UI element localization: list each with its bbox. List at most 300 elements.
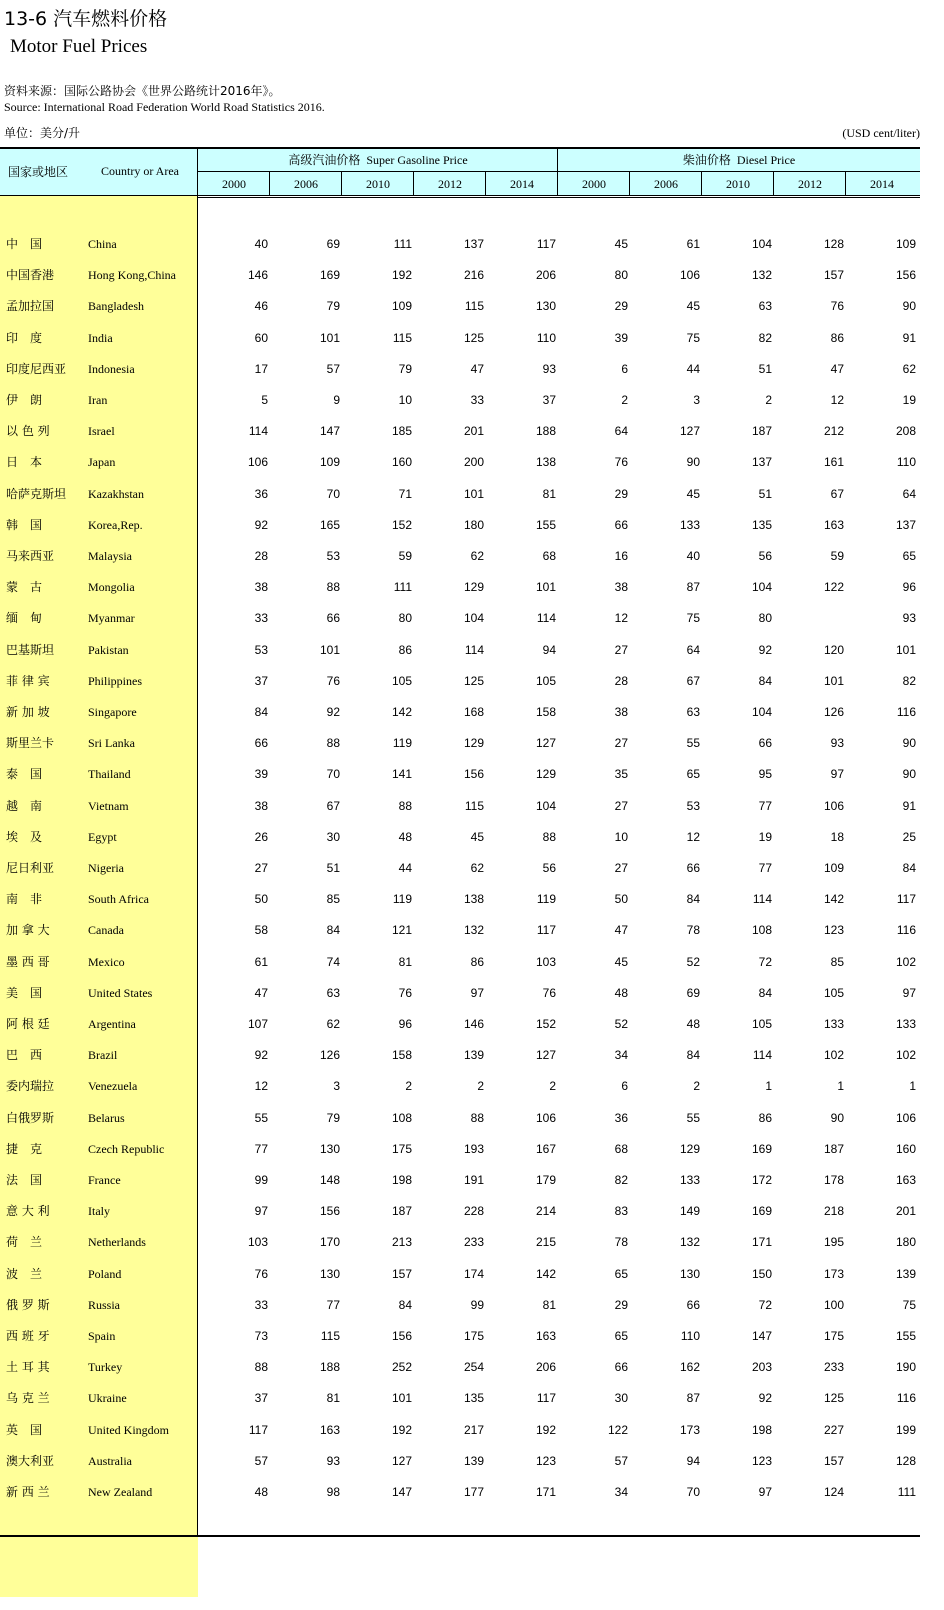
diesel-price-cell: 106 (895, 1111, 916, 1125)
diesel-price-cell: 97 (830, 767, 844, 781)
gasoline-price-cell: 88 (326, 736, 340, 750)
diesel-price-cell: 66 (614, 518, 628, 532)
gasoline-price-cell: 147 (391, 1485, 412, 1499)
diesel-price-cell: 86 (758, 1111, 772, 1125)
diesel-price-cell: 59 (830, 549, 844, 563)
diesel-price-cell: 27 (614, 643, 628, 657)
gasoline-price-cell: 2 (405, 1079, 412, 1093)
gasoline-price-cell: 146 (247, 268, 268, 282)
gasoline-price-cell: 130 (319, 1267, 340, 1281)
table-row (0, 547, 920, 578)
diesel-price-cell: 104 (751, 237, 772, 251)
diesel-price-cell: 142 (823, 892, 844, 906)
rule-header-mid (198, 171, 920, 172)
gasoline-price-cell: 88 (326, 580, 340, 594)
country-name-en: Korea,Rep. (88, 518, 143, 532)
table-row (0, 485, 920, 516)
gasoline-price-cell: 26 (254, 830, 268, 844)
diesel-price-cell: 66 (758, 736, 772, 750)
gasoline-price-cell: 105 (391, 674, 412, 688)
gasoline-price-cell: 92 (326, 705, 340, 719)
gasoline-price-cell: 62 (470, 549, 484, 563)
table-row (0, 734, 920, 765)
gasoline-price-cell: 233 (463, 1235, 484, 1249)
table-row (0, 578, 920, 609)
diesel-price-cell: 82 (614, 1173, 628, 1187)
table-row (0, 1296, 920, 1327)
gasoline-price-cell: 37 (542, 393, 556, 407)
gasoline-price-cell: 56 (542, 861, 556, 875)
gasoline-price-cell: 88 (470, 1111, 484, 1125)
gasoline-price-cell: 37 (254, 1391, 268, 1405)
country-name-cn: 马来西亚 (6, 549, 55, 563)
diesel-price-cell: 133 (823, 1017, 844, 1031)
diesel-price-cell: 45 (614, 237, 628, 251)
diesel-price-cell: 126 (823, 705, 844, 719)
gasoline-price-cell: 28 (254, 549, 268, 563)
gasoline-price-cell: 191 (463, 1173, 484, 1187)
country-name-en: Australia (88, 1454, 132, 1468)
gasoline-price-cell: 61 (254, 955, 268, 969)
country-name-en: Pakistan (88, 643, 129, 657)
gasoline-price-cell: 228 (463, 1204, 484, 1218)
diesel-price-cell: 16 (614, 549, 628, 563)
year-header-gasoline: 2006 (294, 177, 318, 191)
source-note-cn: 资料来源：国际公路协会《世界公路统计2016年》。 (4, 84, 281, 98)
diesel-price-cell: 135 (751, 518, 772, 532)
diesel-price-cell: 178 (823, 1173, 844, 1187)
gasoline-price-cell: 85 (326, 892, 340, 906)
diesel-price-cell: 92 (758, 1391, 772, 1405)
gasoline-price-cell: 177 (463, 1485, 484, 1499)
gasoline-price-cell: 33 (254, 1298, 268, 1312)
gasoline-price-cell: 27 (254, 861, 268, 875)
rule-header-bottom (0, 195, 920, 196)
gasoline-price-cell: 106 (535, 1111, 556, 1125)
gasoline-price-cell: 80 (398, 611, 412, 625)
diesel-price-cell: 12 (686, 830, 700, 844)
table-row (0, 984, 920, 1015)
gasoline-price-cell: 79 (326, 1111, 340, 1125)
gasoline-price-cell: 70 (326, 767, 340, 781)
header-diesel-en: Diesel Price (736, 153, 796, 167)
diesel-price-cell: 51 (758, 362, 772, 376)
table-row (0, 703, 920, 734)
gasoline-price-cell: 104 (535, 799, 556, 813)
diesel-price-cell: 75 (686, 611, 700, 625)
country-name-cn: 俄 罗 斯 (6, 1298, 50, 1312)
diesel-price-cell: 114 (752, 1048, 772, 1062)
gasoline-price-cell: 76 (542, 986, 556, 1000)
diesel-price-cell: 161 (823, 455, 844, 469)
gasoline-price-cell: 163 (319, 1423, 340, 1437)
country-name-en: Italy (88, 1204, 110, 1218)
diesel-price-cell: 68 (614, 1142, 628, 1156)
gasoline-price-cell: 156 (391, 1329, 412, 1343)
diesel-price-cell: 190 (895, 1360, 916, 1374)
diesel-price-cell: 218 (823, 1204, 844, 1218)
gasoline-price-cell: 129 (463, 736, 484, 750)
diesel-price-cell: 129 (679, 1142, 700, 1156)
table-row (0, 1483, 920, 1514)
page-title-en: Motor Fuel Prices (10, 36, 148, 57)
country-name-cn: 伊 朗 (6, 393, 43, 407)
diesel-price-cell: 27 (614, 861, 628, 875)
gasoline-price-cell: 84 (326, 923, 340, 937)
country-name-en: Indonesia (88, 362, 135, 376)
country-name-cn: 巴 西 (6, 1048, 43, 1062)
gasoline-price-cell: 109 (391, 299, 412, 313)
country-name-cn: 哈萨克斯坦 (6, 487, 67, 501)
year-divider (845, 172, 846, 196)
gasoline-price-cell: 3 (333, 1079, 340, 1093)
table-row (0, 1389, 920, 1420)
country-name-cn: 新 西 兰 (6, 1485, 50, 1499)
country-name-cn: 土 耳 其 (6, 1360, 50, 1374)
gasoline-price-cell: 79 (326, 299, 340, 313)
gasoline-price-cell: 115 (320, 1329, 340, 1343)
diesel-price-cell: 101 (823, 674, 844, 688)
year-header-gasoline: 2000 (222, 177, 246, 191)
diesel-price-cell: 94 (686, 1454, 700, 1468)
diesel-price-cell: 105 (751, 1017, 772, 1031)
country-name-en: Mexico (88, 955, 125, 969)
country-name-en: Malaysia (88, 549, 132, 563)
header-gasoline (198, 151, 558, 168)
country-name-cn: 埃 及 (6, 830, 43, 844)
country-name-en: Argentina (88, 1017, 136, 1031)
gasoline-price-cell: 206 (535, 1360, 556, 1374)
country-name-cn: 印 度 (6, 331, 43, 345)
gasoline-price-cell: 97 (470, 986, 484, 1000)
gasoline-price-cell: 88 (398, 799, 412, 813)
gasoline-price-cell: 139 (463, 1454, 484, 1468)
gasoline-price-cell: 158 (535, 705, 556, 719)
table-row (0, 1046, 920, 1077)
diesel-price-cell: 195 (823, 1235, 844, 1249)
diesel-price-cell: 180 (895, 1235, 916, 1249)
gasoline-price-cell: 86 (398, 643, 412, 657)
table-row (0, 641, 920, 672)
diesel-price-cell: 65 (614, 1267, 628, 1281)
country-name-cn: 越 南 (6, 799, 43, 813)
diesel-price-cell: 69 (686, 986, 700, 1000)
gasoline-price-cell: 47 (470, 362, 484, 376)
diesel-price-cell: 104 (751, 580, 772, 594)
table-row (0, 1202, 920, 1233)
gasoline-price-cell: 51 (326, 861, 340, 875)
country-name-en: Venezuela (88, 1079, 138, 1093)
country-name-en: India (88, 331, 113, 345)
gasoline-price-cell: 193 (463, 1142, 484, 1156)
diesel-price-cell: 173 (679, 1423, 700, 1437)
diesel-price-cell: 70 (686, 1485, 700, 1499)
country-name-en: Poland (88, 1267, 122, 1281)
diesel-price-cell: 1 (765, 1079, 772, 1093)
country-name-en: Mongolia (88, 580, 135, 594)
diesel-price-cell: 155 (895, 1329, 916, 1343)
table-row (0, 1077, 920, 1108)
diesel-price-cell: 2 (621, 393, 628, 407)
gasoline-price-cell: 117 (536, 237, 556, 251)
country-name-en: Sri Lanka (88, 736, 135, 750)
gasoline-price-cell: 99 (254, 1173, 268, 1187)
gasoline-price-cell: 252 (391, 1360, 412, 1374)
gasoline-price-cell: 92 (254, 518, 268, 532)
gasoline-price-cell: 125 (463, 674, 484, 688)
diesel-price-cell: 198 (751, 1423, 772, 1437)
gasoline-price-cell: 126 (319, 1048, 340, 1062)
diesel-price-cell: 34 (614, 1485, 628, 1499)
year-divider (341, 172, 342, 196)
table-row (0, 1265, 920, 1296)
source-note-en: Source: International Road Federation World Road Statistics 2016. (4, 100, 325, 114)
gasoline-price-cell: 33 (254, 611, 268, 625)
diesel-price-cell: 108 (751, 923, 772, 937)
gasoline-price-cell: 10 (398, 393, 412, 407)
country-name-en: Singapore (88, 705, 137, 719)
gasoline-price-cell: 119 (392, 736, 412, 750)
diesel-price-cell: 175 (823, 1329, 844, 1343)
diesel-price-cell: 38 (614, 580, 628, 594)
diesel-price-cell: 122 (823, 580, 844, 594)
gasoline-price-cell: 57 (254, 1454, 268, 1468)
country-name-cn: 中国香港 (6, 268, 55, 282)
fuel-price-table (0, 147, 920, 1597)
header-diesel-cn: 柴油价格 (682, 153, 731, 167)
gasoline-price-cell: 88 (542, 830, 556, 844)
header-diesel (558, 151, 920, 168)
header-country-en: Country or Area (101, 164, 179, 178)
diesel-price-cell: 55 (686, 736, 700, 750)
diesel-price-cell: 1 (837, 1079, 844, 1093)
country-name-cn: 以 色 列 (6, 424, 50, 438)
diesel-price-cell: 39 (614, 331, 628, 345)
diesel-price-cell: 25 (902, 830, 916, 844)
country-name-en: Belarus (88, 1111, 125, 1125)
diesel-price-cell: 61 (686, 237, 700, 251)
diesel-price-cell: 84 (758, 674, 772, 688)
gasoline-price-cell: 117 (248, 1423, 268, 1437)
header-gasoline-en: Super Gasoline Price (366, 153, 468, 167)
gasoline-price-cell: 114 (464, 643, 484, 657)
diesel-price-cell: 50 (614, 892, 628, 906)
diesel-price-cell: 162 (679, 1360, 700, 1374)
gasoline-price-cell: 217 (463, 1423, 484, 1437)
gasoline-price-cell: 38 (254, 580, 268, 594)
gasoline-price-cell: 152 (391, 518, 412, 532)
gasoline-price-cell: 101 (391, 1391, 412, 1405)
diesel-price-cell: 64 (686, 643, 700, 657)
diesel-price-cell: 128 (895, 1454, 916, 1468)
gasoline-price-cell: 185 (391, 424, 412, 438)
diesel-price-cell: 106 (679, 268, 700, 282)
diesel-price-cell: 65 (902, 549, 916, 563)
country-name-en: France (88, 1173, 121, 1187)
country-name-cn: 意 大 利 (6, 1204, 50, 1218)
country-name-cn: 西 班 牙 (6, 1329, 50, 1343)
country-name-cn: 中 国 (6, 237, 43, 251)
diesel-price-cell: 201 (895, 1204, 916, 1218)
diesel-price-cell: 34 (614, 1048, 628, 1062)
gasoline-price-cell: 36 (254, 487, 268, 501)
diesel-price-cell: 84 (902, 861, 916, 875)
diesel-price-cell: 187 (823, 1142, 844, 1156)
gasoline-price-cell: 130 (535, 299, 556, 313)
gasoline-price-cell: 5 (261, 393, 268, 407)
diesel-price-cell: 18 (830, 830, 844, 844)
diesel-price-cell: 133 (679, 518, 700, 532)
diesel-price-cell: 48 (686, 1017, 700, 1031)
table-row (0, 1171, 920, 1202)
gasoline-price-cell: 76 (326, 674, 340, 688)
diesel-price-cell: 101 (895, 643, 916, 657)
table-row (0, 453, 920, 484)
diesel-price-cell: 132 (751, 268, 772, 282)
country-name-en: Ukraine (88, 1391, 127, 1405)
diesel-price-cell: 208 (895, 424, 916, 438)
gasoline-price-cell: 137 (463, 237, 484, 251)
year-header-diesel: 2006 (654, 177, 678, 191)
gasoline-price-cell: 156 (319, 1204, 340, 1218)
country-name-cn: 巴基斯坦 (6, 643, 55, 657)
diesel-price-cell: 133 (679, 1173, 700, 1187)
gasoline-price-cell: 12 (254, 1079, 268, 1093)
gasoline-price-cell: 39 (254, 767, 268, 781)
diesel-price-cell: 212 (823, 424, 844, 438)
diesel-price-cell: 102 (895, 955, 916, 969)
gasoline-price-cell: 156 (463, 767, 484, 781)
diesel-price-cell: 128 (823, 237, 844, 251)
country-name-cn: 捷 克 (6, 1142, 43, 1156)
diesel-price-cell: 36 (614, 1111, 628, 1125)
gasoline-price-cell: 53 (326, 549, 340, 563)
diesel-price-cell: 95 (758, 767, 772, 781)
year-header-gasoline: 2014 (510, 177, 534, 191)
diesel-price-cell: 187 (751, 424, 772, 438)
gasoline-price-cell: 106 (247, 455, 268, 469)
country-name-en: Brazil (88, 1048, 118, 1062)
table-row (0, 765, 920, 796)
diesel-price-cell: 173 (823, 1267, 844, 1281)
gasoline-price-cell: 198 (391, 1173, 412, 1187)
diesel-price-cell: 123 (823, 923, 844, 937)
diesel-price-cell: 227 (823, 1423, 844, 1437)
table-row (0, 360, 920, 391)
diesel-price-cell: 40 (686, 549, 700, 563)
unit-note-cn: 单位：美分/升 (4, 126, 81, 140)
diesel-price-cell: 110 (680, 1329, 700, 1343)
country-name-cn: 韩 国 (6, 518, 43, 532)
country-name-cn: 乌 克 兰 (6, 1391, 50, 1405)
gasoline-price-cell: 130 (319, 1142, 340, 1156)
gasoline-price-cell: 141 (391, 767, 412, 781)
gasoline-price-cell: 213 (391, 1235, 412, 1249)
diesel-price-cell: 105 (823, 986, 844, 1000)
gasoline-price-cell: 171 (535, 1485, 556, 1499)
year-divider (629, 172, 630, 196)
gasoline-price-cell: 127 (535, 736, 556, 750)
diesel-price-cell: 75 (902, 1298, 916, 1312)
diesel-price-cell: 93 (902, 611, 916, 625)
table-row (0, 672, 920, 703)
country-name-cn: 加 拿 大 (6, 923, 50, 937)
gasoline-price-cell: 107 (247, 1017, 268, 1031)
gasoline-price-cell: 77 (326, 1298, 340, 1312)
diesel-price-cell: 80 (758, 611, 772, 625)
country-name-en: Nigeria (88, 861, 124, 875)
gasoline-price-cell: 152 (535, 1017, 556, 1031)
gasoline-price-cell: 114 (248, 424, 268, 438)
country-name-en: Israel (88, 424, 115, 438)
gasoline-price-cell: 55 (254, 1111, 268, 1125)
country-name-cn: 日 本 (6, 455, 43, 469)
gasoline-price-cell: 101 (463, 487, 484, 501)
gasoline-price-cell: 187 (391, 1204, 412, 1218)
table-row (0, 1327, 920, 1358)
gasoline-price-cell: 81 (542, 1298, 556, 1312)
gasoline-price-cell: 169 (319, 268, 340, 282)
diesel-price-cell: 76 (830, 299, 844, 313)
diesel-price-cell: 84 (686, 1048, 700, 1062)
year-divider (773, 172, 774, 196)
gasoline-price-cell: 101 (319, 331, 340, 345)
gasoline-price-cell: 73 (254, 1329, 268, 1343)
diesel-price-cell: 160 (895, 1142, 916, 1156)
diesel-price-cell: 29 (614, 487, 628, 501)
gasoline-price-cell: 45 (470, 830, 484, 844)
diesel-price-cell: 149 (679, 1204, 700, 1218)
gasoline-price-cell: 123 (535, 1454, 556, 1468)
gasoline-price-cell: 57 (326, 362, 340, 376)
diesel-price-cell: 62 (902, 362, 916, 376)
year-divider (413, 172, 414, 196)
country-name-en: Russia (88, 1298, 121, 1312)
diesel-price-cell: 66 (686, 861, 700, 875)
diesel-price-cell: 137 (895, 518, 916, 532)
country-name-en: New Zealand (88, 1485, 153, 1499)
gasoline-price-cell: 33 (470, 393, 484, 407)
gasoline-price-cell: 53 (254, 643, 268, 657)
diesel-price-cell: 66 (686, 1298, 700, 1312)
gasoline-price-cell: 206 (535, 268, 556, 282)
gasoline-price-cell: 163 (535, 1329, 556, 1343)
diesel-price-cell: 67 (830, 487, 844, 501)
country-name-en: Iran (88, 393, 108, 407)
diesel-price-cell: 78 (614, 1235, 628, 1249)
gasoline-price-cell: 44 (398, 861, 412, 875)
diesel-price-cell: 53 (686, 799, 700, 813)
diesel-price-cell: 132 (679, 1235, 700, 1249)
diesel-price-cell: 52 (614, 1017, 628, 1031)
gasoline-price-cell: 170 (319, 1235, 340, 1249)
gasoline-price-cell: 92 (254, 1048, 268, 1062)
gasoline-price-cell: 127 (391, 1454, 412, 1468)
gasoline-price-cell: 254 (463, 1360, 484, 1374)
country-name-en: Hong Kong,China (88, 268, 176, 282)
country-name-en: Turkey (88, 1360, 123, 1374)
gasoline-price-cell: 62 (470, 861, 484, 875)
rule-top (0, 147, 920, 149)
diesel-price-cell: 86 (830, 331, 844, 345)
gasoline-price-cell: 101 (319, 643, 340, 657)
country-name-en: United States (88, 986, 153, 1000)
diesel-price-cell: 90 (686, 455, 700, 469)
gasoline-price-cell: 93 (542, 362, 556, 376)
gasoline-price-cell: 86 (470, 955, 484, 969)
diesel-price-cell: 157 (823, 1454, 844, 1468)
diesel-price-cell: 2 (693, 1079, 700, 1093)
